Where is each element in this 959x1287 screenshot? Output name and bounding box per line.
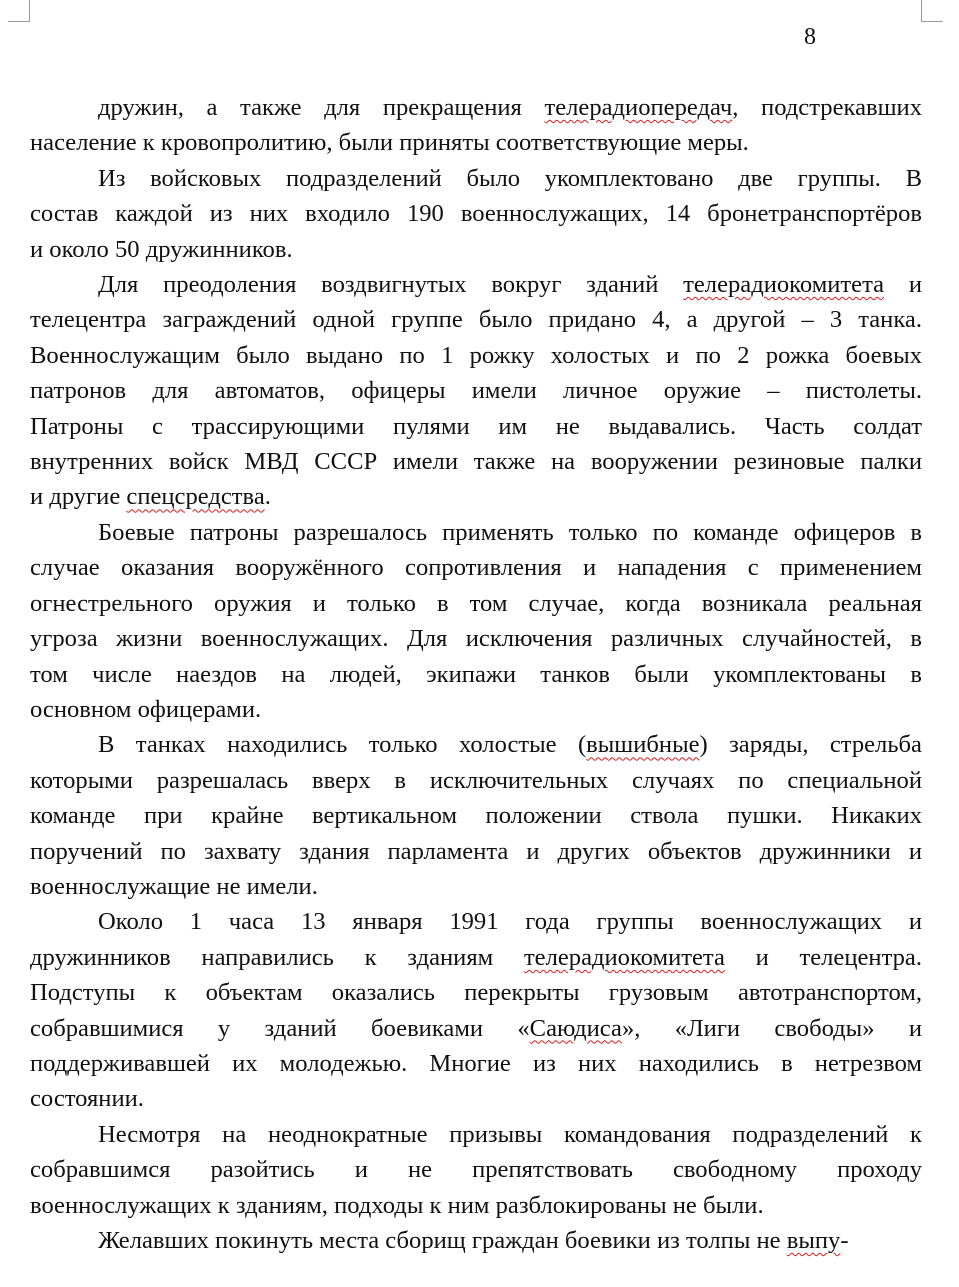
- text-line: Около 1 часа 13 января 1991 года группы военнослужащих и: [98, 908, 922, 936]
- text-line: В танках находились только холостые (вышибные) заряды, стрельба: [98, 731, 922, 759]
- text-line: команде при крайне вертикальном положении ствола пушки. Никаких: [30, 802, 922, 830]
- text-line: угроза жизни военнослужащих. Для исключения различных случайностей, в: [30, 625, 922, 653]
- spellcheck-flagged-word[interactable]: спецсредства: [126, 483, 265, 511]
- paragraph: [30, 727, 922, 904]
- spellcheck-flagged-word[interactable]: Саюдиса: [529, 1014, 622, 1042]
- text-line: Боевые патроны разрешалось применять только по команде офицеров в: [98, 518, 922, 546]
- text-line: патронов для автоматов, офицеры имели личное оружие – пистолеты.: [30, 377, 922, 405]
- text-line: Подступы к объектам оказались перекрыты грузовым автотранспортом,: [30, 979, 922, 1007]
- spellcheck-flagged-word[interactable]: выпу: [786, 1227, 841, 1254]
- spellcheck-flagged-word[interactable]: телерадиопередач: [544, 94, 733, 121]
- paragraph: [30, 904, 922, 1116]
- crop-mark-left-horizontal: [8, 21, 30, 22]
- text-line: поддерживавшей их молодежью. Многие из них находились в нетрезвом: [30, 1049, 922, 1077]
- paragraph: [30, 1117, 922, 1223]
- text-line: дружинников направились к зданиям телерадиокомитета и телецентра.: [30, 943, 922, 971]
- paragraph: [30, 267, 922, 515]
- text-line: и около 50 дружинников.: [30, 235, 293, 263]
- text-line: дружин, а также для прекращения телерадиопередач, подстрекавших: [98, 94, 922, 121]
- text-line: огнестрельного оружия и только в том случае, когда возникала реальная: [30, 589, 922, 617]
- text-line: Патроны с трассирующими пулями им не выдавались. Часть солдат: [30, 412, 922, 440]
- page-number: 8: [804, 24, 816, 50]
- text-line: основном офицерами.: [30, 695, 262, 723]
- crop-mark-left-vertical: [29, 0, 30, 22]
- text-line: военнослужащие не имели.: [30, 872, 318, 900]
- paragraph: [30, 161, 922, 267]
- paragraph: [30, 90, 922, 161]
- text-line: население к кровопролитию, были приняты соответствующие меры.: [30, 129, 749, 157]
- paragraph: [30, 515, 922, 727]
- text-line: военнослужащих к зданиям, подходы к ним разблокированы не были.: [30, 1191, 764, 1219]
- crop-mark-right-horizontal: [921, 21, 943, 22]
- paragraph: [30, 1223, 922, 1258]
- text-line: внутренних войск МВД СССР имели также на вооружении резиновые палки: [30, 448, 922, 476]
- text-line: поручений по захвату здания парламента и других объектов дружинники и: [30, 837, 922, 865]
- text-line: Военнослужащим было выдано по 1 рожку холостых и по 2 рожка боевых: [30, 341, 922, 369]
- spellcheck-flagged-word[interactable]: вышибные: [586, 731, 700, 759]
- text-line: Несмотря на неоднократные призывы командования подразделений к: [98, 1120, 922, 1148]
- text-line: Из войсковых подразделений было укомплектовано две группы. В: [98, 164, 922, 192]
- spellcheck-flagged-word[interactable]: телерадиокомитета: [683, 271, 885, 299]
- text-line: случае оказания вооружённого сопротивления и нападения с применением: [30, 554, 922, 582]
- text-line: телецентра заграждений одной группе было придано 4, а другой – 3 танка.: [30, 306, 922, 334]
- text-line: Для преодоления воздвигнутых вокруг зданий телерадиокомитета и: [98, 271, 922, 299]
- text-line: и другие спецсредства.: [30, 483, 271, 511]
- spellcheck-flagged-word[interactable]: телерадиокомитета: [523, 943, 725, 971]
- document-body[interactable]: [30, 90, 922, 1258]
- text-line: том числе наездов на людей, экипажи танков были укомплектованы в: [30, 660, 922, 688]
- text-line: состав каждой из них входило 190 военнослужащих, 14 бронетранспортёров: [30, 200, 922, 228]
- crop-mark-right-vertical: [921, 0, 922, 22]
- text-line: Желавших покинуть места сборищ граждан боевики из толпы не выпу-: [98, 1227, 849, 1254]
- text-line: собравшимся разойтись и не препятствовать свободному проходу: [30, 1156, 922, 1184]
- text-line: состоянии.: [30, 1085, 144, 1113]
- text-line: которыми разрешалась вверх в исключительных случаях по специальной: [30, 766, 922, 794]
- text-line: собравшимися у зданий боевиками «Саюдиса», «Лиги свободы» и: [30, 1014, 922, 1042]
